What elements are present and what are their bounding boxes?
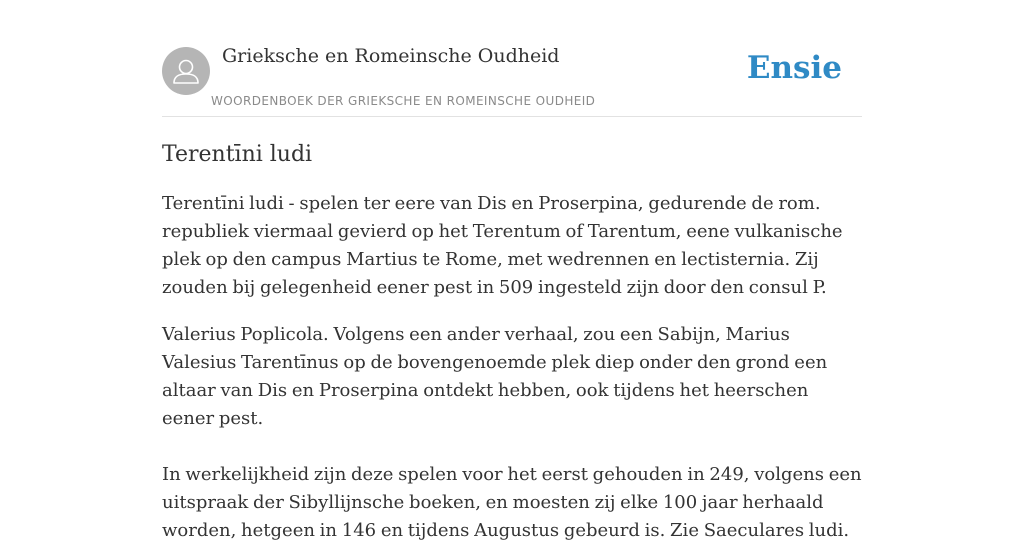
user-icon xyxy=(162,47,210,95)
article xyxy=(162,138,862,545)
article-title: Terentīni ludi xyxy=(162,142,313,167)
article-paragraph: Terentīni ludi - spelen ter eere van Dis en Proserpina, gedurende de rom. republiek viermaal gevierd op het Terentum of Tarentum, eene vulkanische plek op den campus Martius te Rome, met wedrennen en lectisternia. Zij zouden bij gelegenheid eener pest in 509 ingesteld zijn door den consul P. xyxy=(162,193,843,298)
source-header xyxy=(162,0,862,117)
source-subtitle[interactable]: WOORDENBOEK DER GRIEKSCHE EN ROMEINSCHE OUDHEID xyxy=(211,94,596,108)
article-paragraph: Valerius Poplicola. Volgens een ander verhaal, zou een Sabijn, Marius Valesius Tarentīnus op de bovengenoemde plek diep onder den grond een altaar van Dis en Proserpina ontdekt hebben, ook tijdens het heerschen eener pest. xyxy=(162,324,828,429)
ensie-logo[interactable]: Ensie xyxy=(746,50,842,86)
article-paragraph: In werkelijkheid zijn deze spelen voor het eerst gehouden in 249, volgens een uitspraak der Sibyllijnsche boeken, en moesten zij elke 100 jaar herhaald worden, hetgeen in 146 en tijdens Augustus gebeurd is. Zie Saeculares ludi. xyxy=(162,464,862,541)
source-title[interactable]: Grieksche en Romeinsche Oudheid xyxy=(222,45,560,67)
